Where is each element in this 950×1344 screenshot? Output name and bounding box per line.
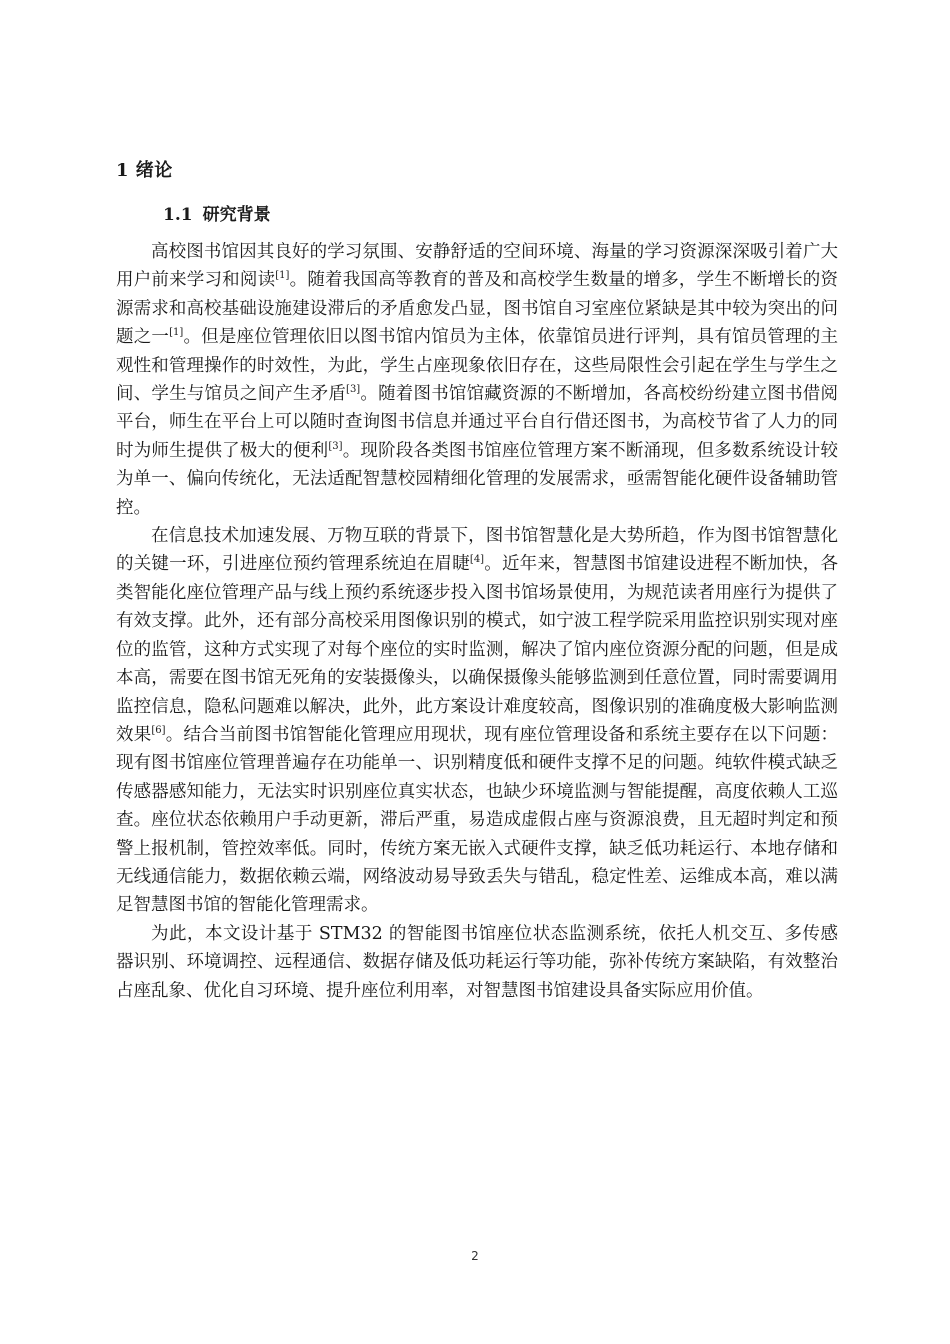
body-paragraph [116, 522, 838, 920]
paragraph-text: 。随着我国高等教育的普及和高校学生数量的增多，学生不断增长的资源需求和高校基础设施建设滞后的矛盾愈发凸显，图书馆自习室座位紧缺是其中较为突出的问题之一 [116, 270, 839, 348]
paragraph-text: 。结合当前图书馆智能化管理应用现状，现有座位管理设备和系统主要存在以下问题：现有图书馆座位管理普遍存在功能单一、识别精度低和硬件支撑不足的问题。纯软件模式缺乏传感器感知能力，无法实时识别座位真实状态，也缺少环境监测与智能提醒，高度依赖人工巡查。座位状态依赖用户手动更新，滞后严重，易造成虚假占座与资源浪费，且无超时判定和预警上报机制，管控效率低。同时，传统方案无嵌入式硬件支撑，缺乏低功耗运行、本地存储和无线通信能力，数据依赖云端，网络波动易导致丢失与错乱，稳定性差、运维成本高，难以满足智慧图书馆的智能化管理需求。 [116, 724, 839, 916]
citation-ref: [1] [275, 270, 290, 282]
paragraph-text: 。但是座位管理依旧以图书馆内馆员为主体，依靠馆员进行评判，具有馆员管理的主观性和管理操作的时效性，为此，学生占座现象依旧存在，这些局限性会引起在学生与学生之间、学生与馆员之间产生矛盾 [116, 327, 839, 405]
section-title: 研究背景 [202, 205, 271, 225]
paragraph-text: 在信息技术加速发展、万物互联的背景下，图书馆智慧化是大势所趋，作为图书馆智慧化的关键一环，引进座位预约管理系统迫在眉睫 [116, 526, 838, 575]
paragraph-text: 高校图书馆因其良好的学习氛围、安静舒适的空间环境、海量的学习资源深深吸引着广大用户前来学习和阅读 [116, 242, 838, 291]
citation-ref: [3] [346, 384, 361, 396]
paragraph-text: 。现阶段各类图书馆座位管理方案不断涌现，但多数系统设计较为单一、偏向传统化，无法适配智慧校园精细化管理的发展需求，亟需智能化硬件设备辅助管控。 [116, 440, 839, 518]
citation-ref: [4] [469, 554, 485, 566]
paragraph-text: 。近年来，智慧图书馆建设进程不断加快，各类智能化座位管理产品与线上预约系统逐步投入图书馆场景使用，为规范读者用座行为提供了有效支撑。此外，还有部分高校采用图像识别的模式，如宁波工程学院采用监控识别实现对座位的监管，这种方式实现了对每个座位的实时监测，解决了馆内座位资源分配的问题，但是成本高，需要在图书馆无死角的安装摄像头，以确保摄像头能够监测到任意位置，同时需要调用监控信息，隐私问题难以解决，此外，此方案设计难度较高，图像识别的准确度极大影响监测效果 [116, 554, 839, 745]
citation-ref: [3] [328, 440, 343, 452]
section-number: 1.1 [163, 205, 193, 225]
body-paragraph [116, 238, 838, 522]
chapter-heading: 1 绪论 [116, 160, 173, 181]
citation-ref: [1] [169, 327, 184, 339]
citation-ref: [6] [151, 724, 166, 736]
section-heading [163, 200, 271, 225]
body-text [116, 238, 838, 1005]
body-paragraph [116, 920, 838, 1005]
paragraph-text: 。随着图书馆馆藏资源的不断增加，各高校纷纷建立图书借阅平台，师生在平台上可以随时查询图书信息并通过平台自行借还图书，为高校节省了人力的同时为师生提供了极大的便利 [116, 384, 839, 461]
page-number: 2 [471, 1249, 479, 1263]
paragraph-text: 为此，本文设计基于 STM32 的智能图书馆座位状态监测系统，依托人机交互、多传感器识别、环境调控、远程通信、数据存储及低功耗运行等功能，弥补传统方案缺陷，有效整治占座乱象、优化自习环境、提升座位利用率，对智慧图书馆建设具备实际应用价值。 [116, 923, 838, 1001]
